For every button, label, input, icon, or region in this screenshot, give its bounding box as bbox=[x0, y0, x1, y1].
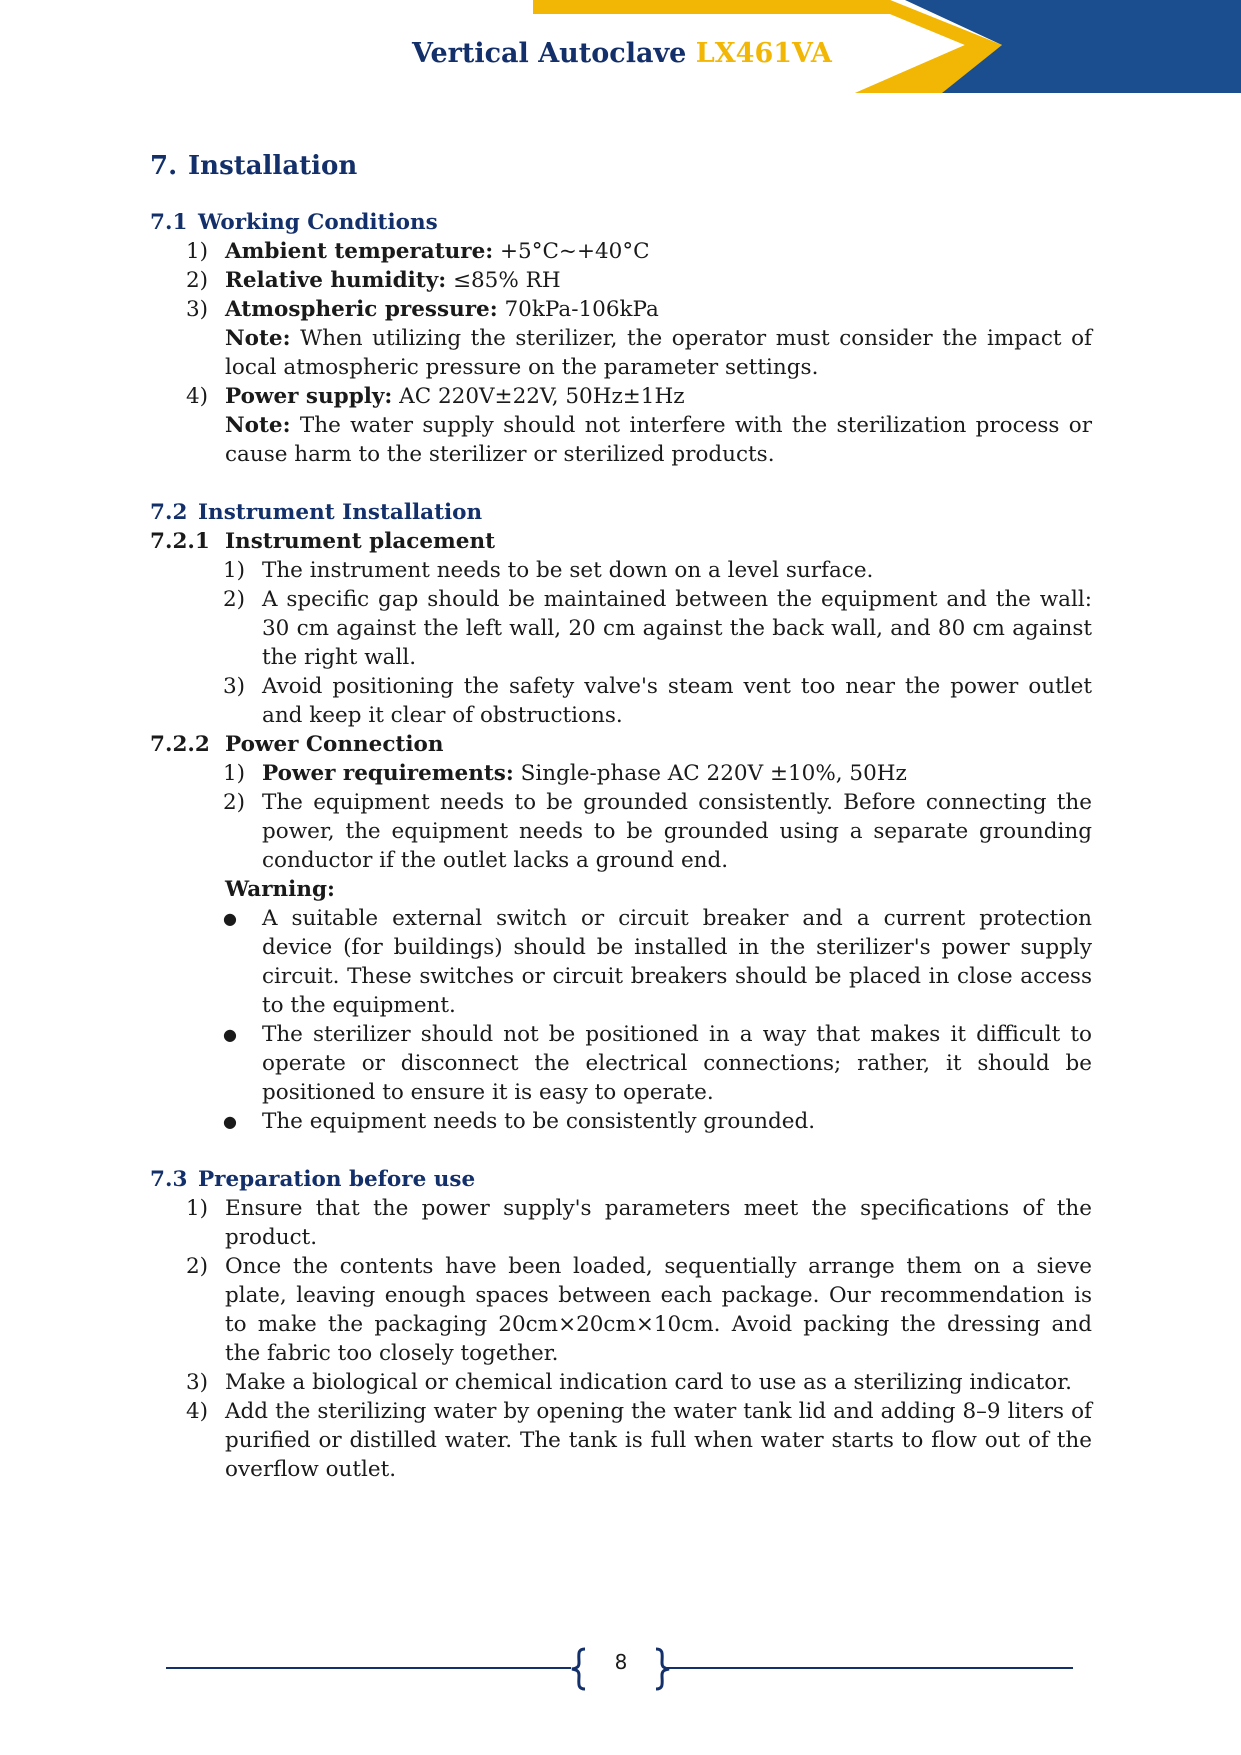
list-item: 1) The instrument needs to be set down on a level surface. bbox=[223, 558, 874, 583]
footer-rule-left bbox=[166, 1667, 571, 1669]
subsubsection-heading: 7.2.1 Instrument placement bbox=[150, 529, 496, 554]
subsection-heading: 7.3 Preparation before use bbox=[150, 1167, 476, 1192]
footer-rule-right bbox=[667, 1667, 1073, 1669]
bullet-item: ● A suitable external switch or circuit breaker and a current protection device (for buildings) should be installed in the sterilizer's power supply circuit. These switches or circuit breakers should be placed in close access to the equipment. bbox=[223, 906, 1092, 1018]
instrument-placement-list bbox=[150, 556, 1092, 730]
list-item: 3) Atmospheric pressure: 70kPa-106kPa bbox=[186, 297, 659, 322]
list-item: 2) A specific gap should be maintained between the equipment and the wall: 30 cm against the left wall, 20 cm against the back wall, and 80 cm against the right wall. bbox=[223, 587, 1092, 670]
left-brace-icon bbox=[569, 1647, 591, 1691]
list-item: 1) Ambient temperature: +5°C~+40°C bbox=[186, 239, 650, 264]
warning-label: Warning: bbox=[225, 877, 335, 902]
subsubsection-heading: 7.2.2 Power Connection bbox=[150, 732, 444, 757]
page-content bbox=[150, 150, 1092, 1484]
list-item: 1) Power requirements: Single-phase AC 220V ±10%, 50Hz bbox=[223, 761, 907, 786]
note: Note: When utilizing the sterilizer, the operator must consider the impact of local atmospheric pressure on the parameter settings. bbox=[225, 326, 1092, 380]
list-item: 3) Make a biological or chemical indication card to use as a sterilizing indicator. bbox=[186, 1370, 1072, 1395]
list-item: 1) Ensure that the power supply's parameters meet the specifications of the product. bbox=[186, 1196, 1092, 1250]
document-title bbox=[412, 38, 832, 69]
subsection-heading: 7.2 Instrument Installation bbox=[150, 500, 483, 525]
right-brace-icon bbox=[650, 1647, 672, 1691]
subsection-heading: 7.1 Working Conditions bbox=[150, 210, 438, 235]
list-item: 2) Relative humidity: ≤85% RH bbox=[186, 268, 561, 293]
bullet-icon: ● bbox=[223, 909, 237, 928]
bullet-item: ● The sterilizer should not be positioned in a way that makes it difficult to operate or disconnect the electrical connections; rather, it should be positioned to ensure it is easy to operate. bbox=[223, 1022, 1092, 1105]
bullet-item: ● The equipment needs to be consistently grounded. bbox=[223, 1109, 816, 1134]
bullet-icon: ● bbox=[223, 1112, 237, 1131]
preparation-list bbox=[150, 1194, 1092, 1484]
list-item: 2) Once the contents have been loaded, sequentially arrange them on a sieve plate, leaving enough spaces between each package. Our recommendation is to make the packaging 20cm×20cm×10cm. Avoid packing the dressing and the fabric too closely together. bbox=[186, 1254, 1092, 1366]
model-number: LX461VA bbox=[695, 38, 832, 69]
power-connection-list bbox=[150, 759, 1092, 875]
section-heading: 7. Installation bbox=[150, 151, 358, 181]
title-text: Vertical Autoclave bbox=[412, 38, 687, 69]
page-number: 8 bbox=[614, 1650, 628, 1674]
working-conditions-list bbox=[150, 237, 1092, 469]
list-item: 4) Add the sterilizing water by opening the water tank lid and adding 8–9 liters of purified or distilled water. The tank is full when water starts to flow out of the overflow outlet. bbox=[186, 1399, 1092, 1482]
bullet-icon: ● bbox=[223, 1025, 237, 1044]
list-item: 2) The equipment needs to be grounded consistently. Before connecting the power, the equipment needs to be grounded using a separate grounding conductor if the outlet lacks a ground end. bbox=[223, 790, 1092, 873]
note: Note: The water supply should not interfere with the sterilization process or cause harm to the sterilizer or sterilized products. bbox=[225, 413, 1092, 467]
list-item: 3) Avoid positioning the safety valve's steam vent too near the power outlet and keep it clear of obstructions. bbox=[223, 674, 1092, 728]
list-item: 4) Power supply: AC 220V±22V, 50Hz±1Hz bbox=[186, 384, 685, 409]
